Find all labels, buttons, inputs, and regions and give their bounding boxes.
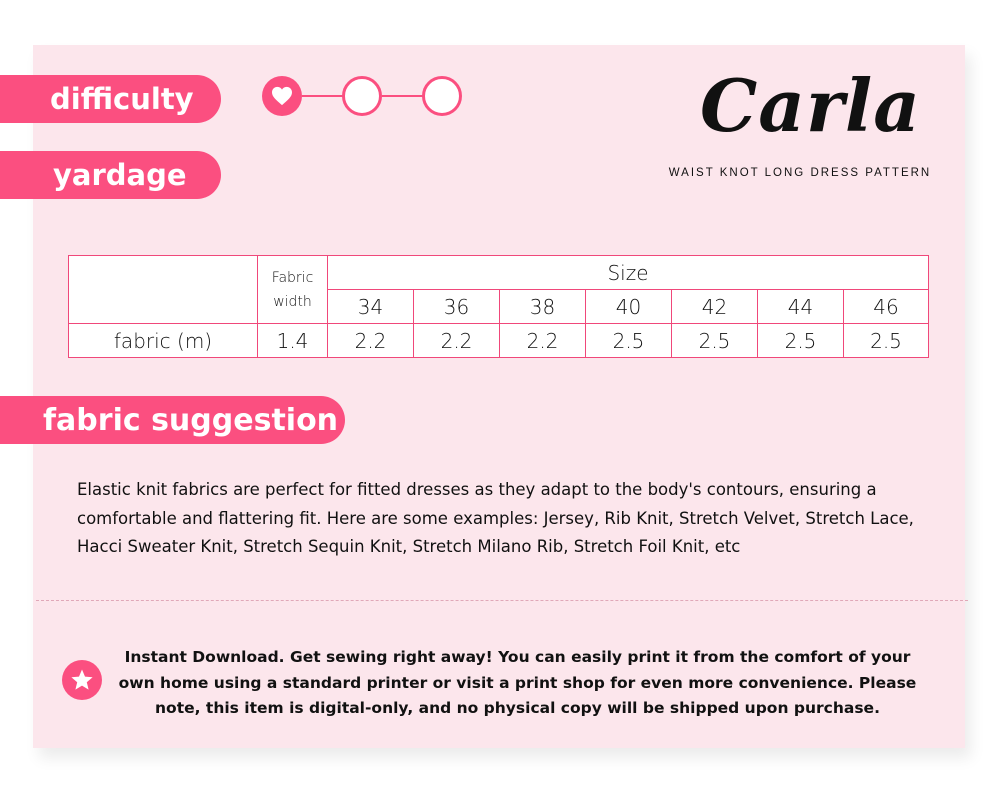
- pattern-title: Carla: [700, 63, 921, 148]
- row-label: fabric (m): [69, 324, 258, 358]
- size-cell: 36: [414, 290, 500, 324]
- download-notice: Instant Download. Get sewing right away! You can easily print it from the comfort of your own home using a standard printer or visit a print shop for even more convenience. Please note, this item is digital-only, and no physical copy will be shipped upon purchase.: [118, 648, 917, 717]
- table-corner: [69, 256, 258, 324]
- difficulty-level-1: [262, 76, 302, 116]
- difficulty-label: difficulty: [0, 75, 221, 123]
- fabric-width-value: 1.4: [258, 324, 328, 358]
- difficulty-connector: [382, 95, 426, 97]
- difficulty-connector: [302, 95, 346, 97]
- heart-icon: [271, 86, 293, 106]
- size-cell: 34: [328, 290, 414, 324]
- pattern-subtitle: WAIST KNOT LONG DRESS PATTERN: [668, 167, 932, 179]
- size-header: Size: [328, 256, 929, 290]
- yardage-label: yardage: [0, 151, 221, 199]
- size-cell: 44: [758, 290, 844, 324]
- fabric-suggestion-text: Elastic knit fabrics are perfect for fitted dresses as they adapt to the body's contours, ensuring a comfortable and flattering fit. Here are some examples: Jersey, Rib Knit, Stretch Velvet, Stretch Lace, Hacci Sweater Knit, Stretch Sequin Knit, Stretch Milano Rib, Stretch Foil Knit, etc: [77, 480, 914, 556]
- yardage-value: 2.2: [500, 324, 586, 358]
- size-cell: 38: [500, 290, 586, 324]
- difficulty-level-2: [342, 76, 382, 116]
- yardage-table: [68, 255, 929, 358]
- size-cell: 46: [844, 290, 929, 324]
- fabric-width-header: Fabric width: [258, 256, 328, 324]
- size-cell: 42: [672, 290, 758, 324]
- section-divider: [36, 600, 968, 601]
- yardage-value: 2.5: [844, 324, 929, 358]
- notice-badge: [62, 660, 102, 700]
- star-icon: [70, 668, 94, 692]
- yardage-value: 2.2: [414, 324, 500, 358]
- yardage-value: 2.2: [328, 324, 414, 358]
- difficulty-level-3: [422, 76, 462, 116]
- yardage-value: 2.5: [672, 324, 758, 358]
- fabric-suggestion-label: fabric suggestion: [0, 396, 345, 444]
- yardage-value: 2.5: [758, 324, 844, 358]
- yardage-value: 2.5: [586, 324, 672, 358]
- size-cell: 40: [586, 290, 672, 324]
